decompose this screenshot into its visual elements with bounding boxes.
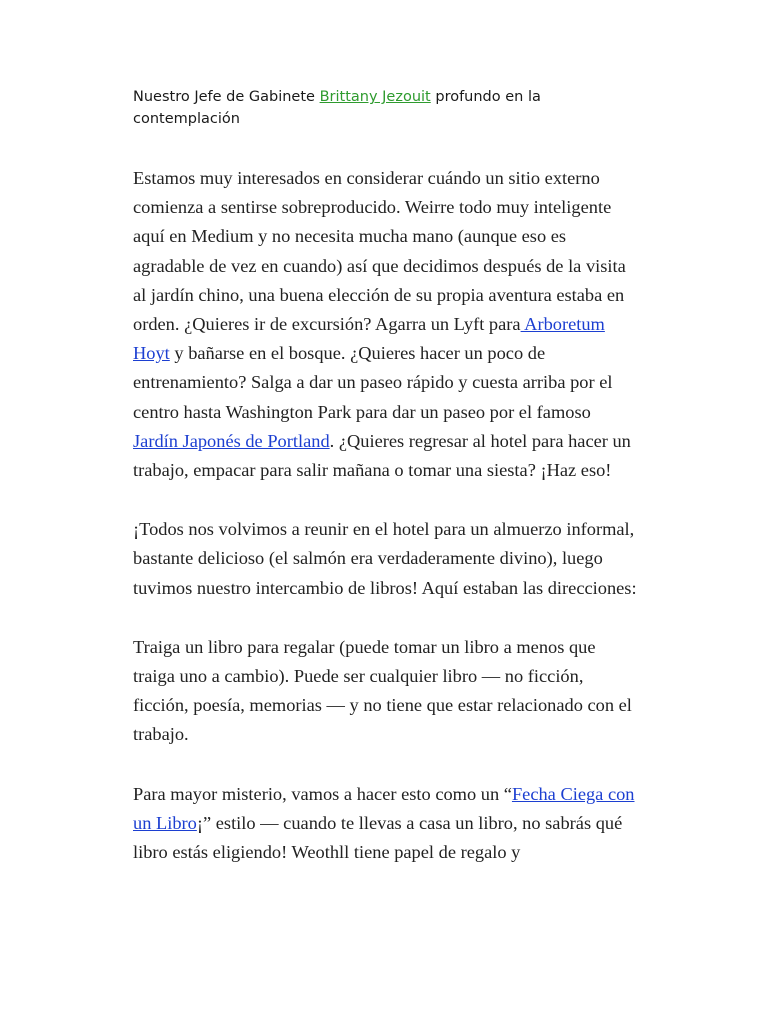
caption-text-prefix: Nuestro Jefe de Gabinete xyxy=(133,89,320,105)
image-caption xyxy=(133,86,638,130)
paragraph-text: . ¿Quieres regresar al hotel para hacer un trabajo, empacar para salir mañana o tomar una siesta? ¡Haz eso! xyxy=(133,430,631,481)
paragraph-text: Estamos muy interesados en considerar cuándo un sitio externo comienza a sentirse sobreproducido. Weirre todo muy inteligente aquí en Medium y no necesita mucha mano (aunque eso es agradable de vez en cuando) así que decidimos después de la visita al jardín chino, una buena elección de su propia aventura estaba en orden. ¿Quieres ir de excursión? Agarra un Lyft para xyxy=(133,168,626,335)
paragraph-blind-date xyxy=(133,780,638,868)
paragraph-excursion xyxy=(133,164,638,485)
paragraph-lunch: ¡Todos nos volvimos a reunir en el hotel para un almuerzo informal, bastante delicioso (el salmón era verdaderamente divino), luego tuvimos nuestro intercambio de libros! Aquí estaban las direcciones: xyxy=(133,519,637,598)
caption-text-suffix: profundo en la contemplación xyxy=(133,89,541,127)
blind-date-book-link[interactable]: Fecha Ciega con un Libro xyxy=(133,783,635,833)
article-body xyxy=(133,86,638,897)
paragraph-book-rules: Traiga un libro para regalar (puede tomar un libro a menos que traiga uno a cambio). Puede ser cualquier libro — no ficción, ficción, poesía, memorias — y no tiene que estar relacionado con el trabajo. xyxy=(133,636,632,745)
paragraph-text: ¡” estilo — cuando te llevas a casa un libro, no sabrás qué libro estás eligiendo! Weothll tiene papel de regalo y xyxy=(133,812,623,863)
paragraph-text: y bañarse en el bosque. ¿Quieres hacer un poco de entrenamiento? Salga a dar un paseo rápido y cuesta arriba por el centro hasta Washington Park para dar un paseo por el famoso xyxy=(133,343,613,422)
paragraph-text: Para mayor misterio, vamos a hacer esto como un “ xyxy=(133,783,512,804)
caption-author-link[interactable]: Brittany Jezouit xyxy=(319,89,431,105)
japanese-garden-link[interactable]: Jardín Japonés de Portland xyxy=(133,430,330,451)
arboretum-hoyt-link[interactable]: Arboretum Hoyt xyxy=(133,314,605,364)
